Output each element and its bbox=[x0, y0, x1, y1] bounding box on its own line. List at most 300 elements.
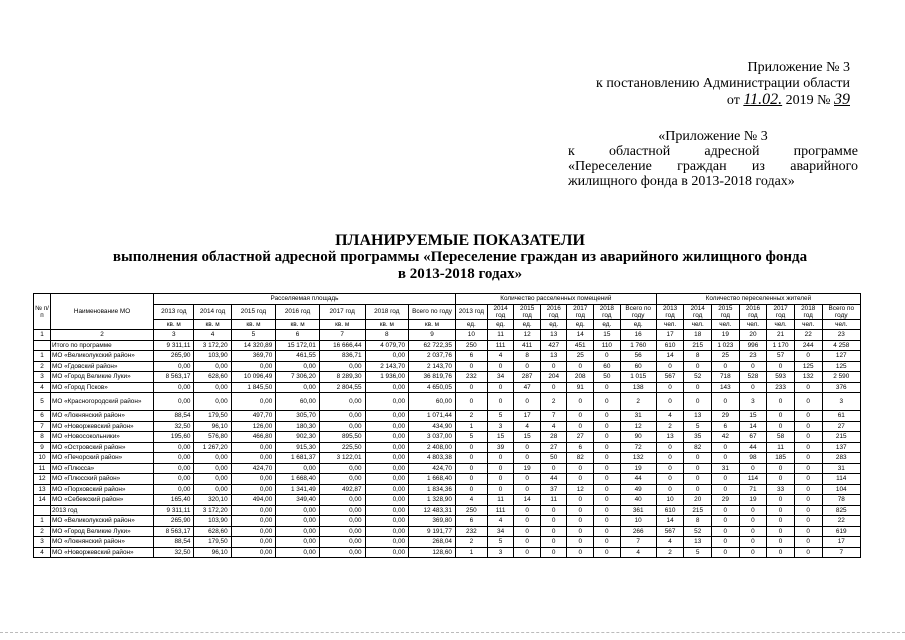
value-cell: 434,90 bbox=[409, 421, 456, 432]
column-number: 1 bbox=[34, 330, 51, 341]
value-cell: 1 328,90 bbox=[409, 495, 456, 506]
value-cell: 0 bbox=[767, 411, 795, 422]
value-cell: 0 bbox=[455, 484, 487, 495]
value-cell: 0 bbox=[455, 474, 487, 485]
value-cell: 0,00 bbox=[365, 537, 409, 548]
value-cell: 6 bbox=[455, 516, 487, 527]
value-cell: 132 bbox=[620, 453, 656, 464]
value-cell: 268,04 bbox=[409, 537, 456, 548]
value-cell: 0 bbox=[767, 516, 795, 527]
table-row bbox=[34, 393, 861, 411]
word: граждан bbox=[677, 159, 727, 174]
value-cell: 0,00 bbox=[231, 537, 276, 548]
value-cell: 5 bbox=[684, 547, 712, 558]
value-cell: 361 bbox=[620, 505, 656, 516]
value-cell: 185 bbox=[767, 453, 795, 464]
value-cell: 23 bbox=[739, 351, 767, 362]
value-cell: 0 bbox=[739, 537, 767, 548]
value-cell: 143 bbox=[712, 382, 740, 393]
value-cell: 0 bbox=[794, 495, 822, 506]
value-cell: 35 bbox=[684, 432, 712, 443]
mo-name: МО «Новоржевский район» bbox=[51, 421, 154, 432]
value-cell: 14 bbox=[739, 421, 767, 432]
table-row bbox=[34, 432, 861, 443]
value-cell: 0,00 bbox=[154, 474, 194, 485]
table-row bbox=[34, 421, 861, 432]
value-cell: 610 bbox=[656, 505, 684, 516]
row-number: 6 bbox=[34, 411, 51, 422]
value-cell: 0 bbox=[712, 361, 740, 372]
column-number: 5 bbox=[231, 330, 276, 341]
header-year-area: 2014 год bbox=[194, 304, 231, 319]
value-cell: 0,00 bbox=[365, 526, 409, 537]
header-year-people: 2016 год bbox=[739, 304, 767, 319]
value-cell: 0 bbox=[739, 463, 767, 474]
value-cell: 0,00 bbox=[365, 432, 409, 443]
value-cell: 60,00 bbox=[409, 393, 456, 411]
value-cell: 0 bbox=[514, 453, 541, 464]
value-cell: 44 bbox=[540, 474, 567, 485]
value-cell: 62 722,35 bbox=[409, 340, 456, 351]
value-cell: 19 bbox=[514, 463, 541, 474]
value-cell: 0 bbox=[794, 463, 822, 474]
value-cell: 0,00 bbox=[319, 505, 365, 516]
value-cell: 0 bbox=[567, 411, 594, 422]
value-cell: 127 bbox=[822, 351, 860, 362]
value-cell: 0 bbox=[594, 463, 621, 474]
value-cell: 0,00 bbox=[194, 393, 231, 411]
appendix-line2: к постановлению Администрации области bbox=[596, 76, 850, 91]
value-cell: 11 bbox=[767, 442, 795, 453]
value-cell: 165,40 bbox=[154, 495, 194, 506]
value-cell: 0 bbox=[567, 393, 594, 411]
value-cell: 0 bbox=[567, 361, 594, 372]
value-cell: 376 bbox=[822, 382, 860, 393]
column-number: 17 bbox=[656, 330, 684, 341]
value-cell: 0 bbox=[767, 463, 795, 474]
value-cell: 15 172,01 bbox=[276, 340, 320, 351]
header-unit-people: чел. bbox=[739, 319, 767, 330]
header-year-area: 2016 год bbox=[276, 304, 320, 319]
value-cell: 0 bbox=[514, 547, 541, 558]
title-line3: в 2013-2018 годах» bbox=[397, 266, 523, 282]
value-cell: 0 bbox=[540, 547, 567, 558]
value-cell: 0 bbox=[514, 537, 541, 548]
value-cell: 0,00 bbox=[194, 484, 231, 495]
header-unit-area: кв. м bbox=[194, 319, 231, 330]
value-cell: 0 bbox=[455, 453, 487, 464]
value-cell: 0 bbox=[684, 361, 712, 372]
value-cell: 0,00 bbox=[365, 393, 409, 411]
row-number bbox=[34, 505, 51, 516]
value-cell: 265,90 bbox=[154, 351, 194, 362]
mo-name: МО «Себежский район» bbox=[51, 495, 154, 506]
value-cell: 0 bbox=[794, 474, 822, 485]
value-cell: 0 bbox=[487, 463, 514, 474]
value-cell: 52 bbox=[684, 372, 712, 383]
value-cell: 0 bbox=[739, 547, 767, 558]
header-year-people: 2015 год bbox=[712, 304, 740, 319]
value-cell: 2 bbox=[455, 411, 487, 422]
value-cell: 265,90 bbox=[154, 516, 194, 527]
value-cell: 1 170 bbox=[767, 340, 795, 351]
value-cell: 17 bbox=[514, 411, 541, 422]
value-cell: 0 bbox=[712, 505, 740, 516]
value-cell: 0 bbox=[514, 393, 541, 411]
value-cell: 0 bbox=[767, 495, 795, 506]
value-cell: 57 bbox=[767, 351, 795, 362]
value-cell: 0 bbox=[794, 351, 822, 362]
value-cell: 179,50 bbox=[194, 537, 231, 548]
value-cell: 9 311,11 bbox=[154, 340, 194, 351]
value-cell: 0 bbox=[794, 421, 822, 432]
header-unit-area: кв. м bbox=[365, 319, 409, 330]
row-number: 14 bbox=[34, 495, 51, 506]
value-cell: 0 bbox=[594, 537, 621, 548]
value-cell: 902,30 bbox=[276, 432, 320, 443]
value-cell: 132 bbox=[794, 372, 822, 383]
value-cell: 0,00 bbox=[276, 361, 320, 372]
year-number-label: 2019 № bbox=[785, 93, 831, 108]
value-cell: 0 bbox=[594, 495, 621, 506]
value-cell: 8 bbox=[684, 516, 712, 527]
value-cell: 0,00 bbox=[231, 474, 276, 485]
value-cell: 31 bbox=[712, 463, 740, 474]
table-row bbox=[34, 537, 861, 548]
value-cell: 25 bbox=[712, 351, 740, 362]
value-cell: 0 bbox=[712, 547, 740, 558]
value-cell: 1 845,50 bbox=[231, 382, 276, 393]
value-cell: 2 bbox=[620, 393, 656, 411]
row-number: 3 bbox=[34, 372, 51, 383]
value-cell: 11 bbox=[540, 495, 567, 506]
value-cell: 451 bbox=[567, 340, 594, 351]
table-row bbox=[34, 340, 861, 351]
value-cell: 305,70 bbox=[276, 411, 320, 422]
value-cell: 0 bbox=[487, 474, 514, 485]
column-number: 6 bbox=[276, 330, 320, 341]
value-cell: 4 bbox=[514, 421, 541, 432]
value-cell: 7 bbox=[822, 547, 860, 558]
value-cell: 3 172,20 bbox=[194, 340, 231, 351]
value-cell: 0,00 bbox=[365, 516, 409, 527]
value-cell: 628,60 bbox=[194, 372, 231, 383]
value-cell: 0 bbox=[594, 411, 621, 422]
value-cell: 2 143,70 bbox=[409, 361, 456, 372]
header-row-years bbox=[34, 304, 861, 319]
value-cell: 1 760 bbox=[620, 340, 656, 351]
value-cell: 215 bbox=[822, 432, 860, 443]
mo-name: Итого по программе bbox=[51, 340, 154, 351]
value-cell: 10 096,49 bbox=[231, 372, 276, 383]
value-cell: 2 bbox=[540, 393, 567, 411]
value-cell: 208 bbox=[567, 372, 594, 383]
column-number: 8 bbox=[365, 330, 409, 341]
column-number: 16 bbox=[620, 330, 656, 341]
value-cell: 0 bbox=[567, 421, 594, 432]
value-cell: 0 bbox=[514, 505, 541, 516]
value-cell: 0 bbox=[487, 484, 514, 495]
value-cell: 47 bbox=[514, 382, 541, 393]
mo-name: МО «Плюсский район» bbox=[51, 474, 154, 485]
value-cell: 244 bbox=[794, 340, 822, 351]
value-cell: 0,00 bbox=[154, 484, 194, 495]
value-cell: 10 bbox=[656, 495, 684, 506]
value-cell: 1 681,37 bbox=[276, 453, 320, 464]
value-cell: 12 483,31 bbox=[409, 505, 456, 516]
header-year-rooms: 2013 год bbox=[455, 304, 487, 319]
value-cell: 492,87 bbox=[319, 484, 365, 495]
value-cell: 0 bbox=[656, 442, 684, 453]
value-cell: 4 bbox=[487, 351, 514, 362]
row-number: 7 bbox=[34, 421, 51, 432]
value-cell: 895,50 bbox=[319, 432, 365, 443]
value-cell: 19 bbox=[739, 495, 767, 506]
header-unit-area: кв. м bbox=[154, 319, 194, 330]
row-number: 5 bbox=[34, 393, 51, 411]
document-title bbox=[80, 232, 840, 283]
value-cell: 2 037,76 bbox=[409, 351, 456, 362]
value-cell: 0 bbox=[594, 474, 621, 485]
value-cell: 36 819,76 bbox=[409, 372, 456, 383]
value-cell: 5 bbox=[487, 411, 514, 422]
value-cell: 3 bbox=[822, 393, 860, 411]
value-cell: 0,00 bbox=[276, 537, 320, 548]
value-cell: 567 bbox=[656, 526, 684, 537]
value-cell: 16 666,44 bbox=[319, 340, 365, 351]
column-number: 3 bbox=[154, 330, 194, 341]
value-cell: 0 bbox=[455, 361, 487, 372]
row-number: 1 bbox=[34, 351, 51, 362]
value-cell: 1 668,40 bbox=[276, 474, 320, 485]
value-cell: 111 bbox=[487, 340, 514, 351]
value-cell: 0 bbox=[794, 547, 822, 558]
value-cell: 1 bbox=[455, 547, 487, 558]
value-cell: 0,00 bbox=[319, 393, 365, 411]
column-number: 15 bbox=[594, 330, 621, 341]
word: программе bbox=[793, 144, 858, 159]
table-row bbox=[34, 516, 861, 527]
value-cell: 0 bbox=[455, 382, 487, 393]
value-cell: 1 668,40 bbox=[409, 474, 456, 485]
value-cell: 0,00 bbox=[365, 421, 409, 432]
program-appendix-line4: жилищного фонда в 2013-2018 годах» bbox=[568, 174, 795, 189]
value-cell: 0 bbox=[594, 432, 621, 443]
value-cell: 14 bbox=[656, 516, 684, 527]
value-cell: 225,50 bbox=[319, 442, 365, 453]
value-cell: 0,00 bbox=[319, 361, 365, 372]
value-cell: 0,00 bbox=[365, 474, 409, 485]
value-cell: 0,00 bbox=[365, 463, 409, 474]
value-cell: 3 bbox=[487, 421, 514, 432]
column-number: 2 bbox=[51, 330, 154, 341]
column-number: 18 bbox=[684, 330, 712, 341]
value-cell: 7 306,20 bbox=[276, 372, 320, 383]
value-cell: 22 bbox=[822, 516, 860, 527]
value-cell: 8 bbox=[514, 351, 541, 362]
value-cell: 72 bbox=[620, 442, 656, 453]
number-handwritten: 39 bbox=[834, 91, 850, 108]
value-cell: 825 bbox=[822, 505, 860, 516]
value-cell: 5 bbox=[684, 421, 712, 432]
value-cell: 50 bbox=[540, 453, 567, 464]
value-cell: 4 bbox=[487, 516, 514, 527]
value-cell: 14 bbox=[514, 495, 541, 506]
header-unit-rooms: ед. bbox=[620, 319, 656, 330]
value-cell: 4 bbox=[540, 421, 567, 432]
header-unit-people: чел. bbox=[684, 319, 712, 330]
value-cell: 96,10 bbox=[194, 421, 231, 432]
row-number: 4 bbox=[34, 382, 51, 393]
header-year-area: 2015 год bbox=[231, 304, 276, 319]
value-cell: 0 bbox=[567, 547, 594, 558]
value-cell: 0,00 bbox=[319, 421, 365, 432]
value-cell: 610 bbox=[656, 340, 684, 351]
value-cell: 2 408,00 bbox=[409, 442, 456, 453]
value-cell: 0,00 bbox=[276, 526, 320, 537]
value-cell: 0 bbox=[594, 484, 621, 495]
value-cell: 9 311,11 bbox=[154, 505, 194, 516]
row-number: 11 bbox=[34, 463, 51, 474]
value-cell: 0 bbox=[794, 516, 822, 527]
value-cell: 3 172,20 bbox=[194, 505, 231, 516]
value-cell: 52 bbox=[684, 526, 712, 537]
value-cell: 4 803,38 bbox=[409, 453, 456, 464]
column-number: 4 bbox=[194, 330, 231, 341]
date-handwritten: 11.02. bbox=[743, 91, 783, 108]
mo-name: МО «Локнянский район» bbox=[51, 411, 154, 422]
value-cell: 0 bbox=[487, 453, 514, 464]
value-cell: 15 bbox=[487, 432, 514, 443]
value-cell: 138 bbox=[620, 382, 656, 393]
value-cell: 0 bbox=[656, 393, 684, 411]
value-cell: 0,00 bbox=[319, 526, 365, 537]
value-cell: 29 bbox=[712, 411, 740, 422]
table-row bbox=[34, 351, 861, 362]
mo-name: МО «Локнянский район» bbox=[51, 537, 154, 548]
value-cell: 466,80 bbox=[231, 432, 276, 443]
value-cell: 3 122,01 bbox=[319, 453, 365, 464]
value-cell: 44 bbox=[739, 442, 767, 453]
value-cell: 0 bbox=[794, 537, 822, 548]
value-cell: 0 bbox=[594, 421, 621, 432]
value-cell: 0,00 bbox=[154, 361, 194, 372]
value-cell: 0,00 bbox=[365, 505, 409, 516]
value-cell: 0 bbox=[794, 432, 822, 443]
value-cell: 8 289,30 bbox=[319, 372, 365, 383]
row-number: 2 bbox=[34, 526, 51, 537]
value-cell: 0 bbox=[656, 463, 684, 474]
value-cell: 424,70 bbox=[409, 463, 456, 474]
header-row-units bbox=[34, 319, 861, 330]
mo-name: МО «Великолукский район» bbox=[51, 516, 154, 527]
header-unit-area: кв. м bbox=[319, 319, 365, 330]
value-cell: 0 bbox=[594, 382, 621, 393]
title-line2: выполнения областной адресной программы «Переселение граждан из аварийного жилищного фонда bbox=[112, 249, 808, 265]
value-cell: 56 bbox=[620, 351, 656, 362]
value-cell: 0 bbox=[487, 382, 514, 393]
value-cell: 0 bbox=[767, 474, 795, 485]
value-cell: 58 bbox=[767, 432, 795, 443]
value-cell: 0 bbox=[514, 474, 541, 485]
value-cell: 27 bbox=[822, 421, 860, 432]
value-cell: 0,00 bbox=[231, 453, 276, 464]
value-cell: 0,00 bbox=[231, 361, 276, 372]
value-cell: 60,00 bbox=[276, 393, 320, 411]
value-cell: 1 071,44 bbox=[409, 411, 456, 422]
value-cell: 0 bbox=[739, 516, 767, 527]
header-year-area: 2017 год bbox=[319, 304, 365, 319]
table-row bbox=[34, 547, 861, 558]
value-cell: 0 bbox=[540, 505, 567, 516]
header-unit-area: кв. м bbox=[276, 319, 320, 330]
value-cell: 111 bbox=[487, 505, 514, 516]
program-appendix-line1: «Приложение № 3 bbox=[658, 129, 768, 144]
value-cell: 104 bbox=[822, 484, 860, 495]
value-cell: 0 bbox=[540, 526, 567, 537]
value-cell: 0 bbox=[455, 463, 487, 474]
value-cell: 103,90 bbox=[194, 516, 231, 527]
value-cell: 88,54 bbox=[154, 411, 194, 422]
value-cell: 1 267,20 bbox=[194, 442, 231, 453]
value-cell: 82 bbox=[567, 453, 594, 464]
value-cell: 0 bbox=[794, 505, 822, 516]
value-cell: 576,80 bbox=[194, 432, 231, 443]
column-number: 7 bbox=[319, 330, 365, 341]
value-cell: 0 bbox=[794, 393, 822, 411]
mo-name: МО «Плюсса» bbox=[51, 463, 154, 474]
value-cell: 497,70 bbox=[231, 411, 276, 422]
value-cell: 0 bbox=[540, 382, 567, 393]
value-cell: 9 191,77 bbox=[409, 526, 456, 537]
value-cell: 0 bbox=[739, 361, 767, 372]
value-cell: 915,30 bbox=[276, 442, 320, 453]
value-cell: 0 bbox=[594, 351, 621, 362]
header-unit-rooms: ед. bbox=[567, 319, 594, 330]
value-cell: 15 bbox=[514, 432, 541, 443]
value-cell: 0,00 bbox=[276, 505, 320, 516]
value-cell: 0,00 bbox=[365, 547, 409, 558]
value-cell: 15 bbox=[739, 411, 767, 422]
value-cell: 0 bbox=[794, 382, 822, 393]
value-cell: 0 bbox=[594, 526, 621, 537]
value-cell: 49 bbox=[620, 484, 656, 495]
value-cell: 90 bbox=[620, 432, 656, 443]
header-unit-rooms: ед. bbox=[487, 319, 514, 330]
value-cell: 0 bbox=[684, 463, 712, 474]
value-cell: 128,60 bbox=[409, 547, 456, 558]
row-number: 1 bbox=[34, 516, 51, 527]
value-cell: 82 bbox=[684, 442, 712, 453]
value-cell: 0 bbox=[567, 516, 594, 527]
value-cell: 14 320,89 bbox=[231, 340, 276, 351]
value-cell: 4 bbox=[656, 537, 684, 548]
value-cell: 0 bbox=[455, 393, 487, 411]
value-cell: 0 bbox=[712, 526, 740, 537]
value-cell: 0 bbox=[514, 361, 541, 372]
value-cell: 67 bbox=[739, 432, 767, 443]
value-cell: 0 bbox=[514, 526, 541, 537]
value-cell: 0,00 bbox=[231, 484, 276, 495]
value-cell: 0 bbox=[514, 484, 541, 495]
value-cell: 0,00 bbox=[319, 411, 365, 422]
value-cell: 836,71 bbox=[319, 351, 365, 362]
value-cell: 3 bbox=[487, 547, 514, 558]
value-cell: 2 bbox=[656, 547, 684, 558]
value-cell: 126,00 bbox=[231, 421, 276, 432]
value-cell: 0 bbox=[656, 382, 684, 393]
header-rooms-group: Количество расселенных помещений bbox=[455, 294, 656, 305]
